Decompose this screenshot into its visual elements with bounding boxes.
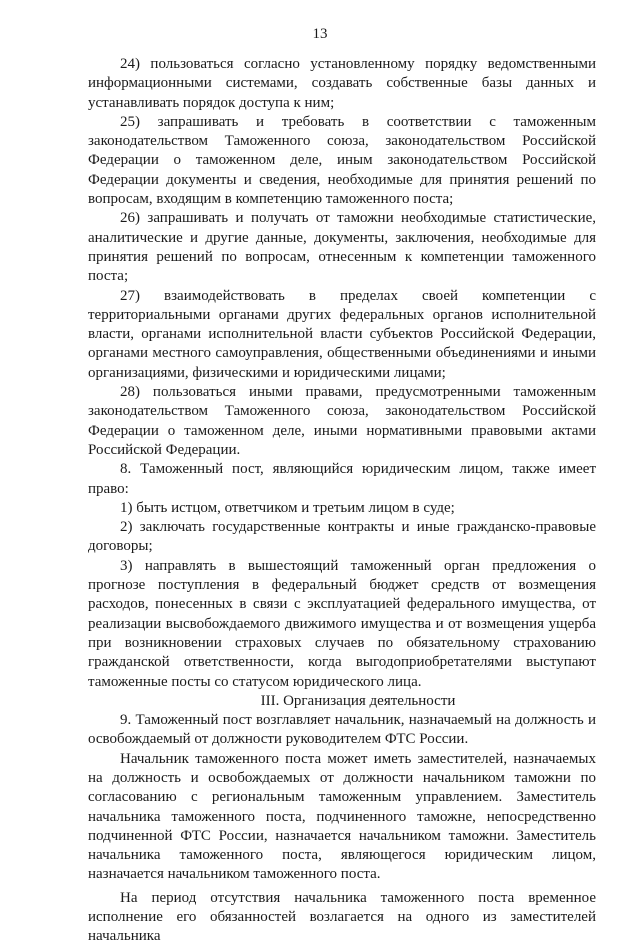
section-heading: III. Организация деятельности: [260, 692, 456, 709]
list-item: 1) быть истцом, ответчиком и третьим лицом в суде;: [120, 499, 455, 516]
section-8-intro: 8. Таможенный пост, являющийся юридическим лицом, также имеет право:: [88, 461, 596, 497]
paragraph: 9. Таможенный пост возглавляет начальник, назначаемый на должность и освобождаемый от должности руководителем ФТС России.: [88, 712, 596, 748]
list-item: 27) взаимодействовать в пределах своей компетенции с территориальными органами других федеральных органов исполнительной власти, органами исполнительной власти субъектов Российской Федерации, органами местного самоуправления, общественными объединениями и иными организациями, физическими и юридическими лицами;: [88, 287, 596, 381]
page-number: 13: [312, 26, 328, 42]
list-item: 28) пользоваться иными правами, предусмотренными таможенным законодательством Таможенного союза, законодательством Российской Федерации о таможенном деле, иными нормативными правовыми актами Российской Федерации.: [88, 384, 596, 458]
list-item: 2) заключать государственные контракты и иные гражданско-правовые договоры;: [88, 519, 596, 555]
document-body: [88, 55, 596, 947]
paragraph: На период отсутствия начальника таможенного поста временное исполнение его обязанностей возлагается на одного из заместителей начальника: [88, 889, 596, 945]
list-item: 26) запрашивать и получать от таможни необходимые статистические, аналитические и другие данные, документы, заключения, необходимые для принятия решений по вопросам, отнесенным к компетенции таможенного поста;: [88, 210, 596, 285]
list-item: 3) направлять в вышестоящий таможенный орган предложения о прогнозе поступления в федеральный бюджет средств от возмещения расходов, понесенных в связи с эксплуатацией федерального имущества, от реализации высвобождаемого движимого имущества и от возмещения ущерба при возникновении страховых случаев по обязательному страхованию гражданской ответственности, когда выгодоприобретателями выступают таможенные посты со статусом юридического лица.: [88, 557, 596, 690]
paragraph: Начальник таможенного поста может иметь заместителей, назначаемых на должность и освобождаемых от должности начальником таможни по согласованию с региональным таможенным управлением. Заместитель начальника таможенного поста, подчиненного таможне, непосредственно подчиненной ФТС России, назначается начальником таможни. Заместитель начальника таможенного поста, являющегося юридическим лицом, назначается начальником таможенного поста.: [88, 750, 596, 883]
list-item: 24) пользоваться согласно установленному порядку ведомственными информационными системами, создавать собственные базы данных и устанавливать порядок доступа к ним;: [88, 56, 596, 111]
list-item: 25) запрашивать и требовать в соответствии с таможенным законодательством Таможенного союза, законодательством Российской Федерации о таможенном деле, иным законодательством Российской Федерации документы и сведения, необходимые для принятия решений по вопросам, входящим в компетенцию таможенного поста;: [88, 113, 596, 208]
